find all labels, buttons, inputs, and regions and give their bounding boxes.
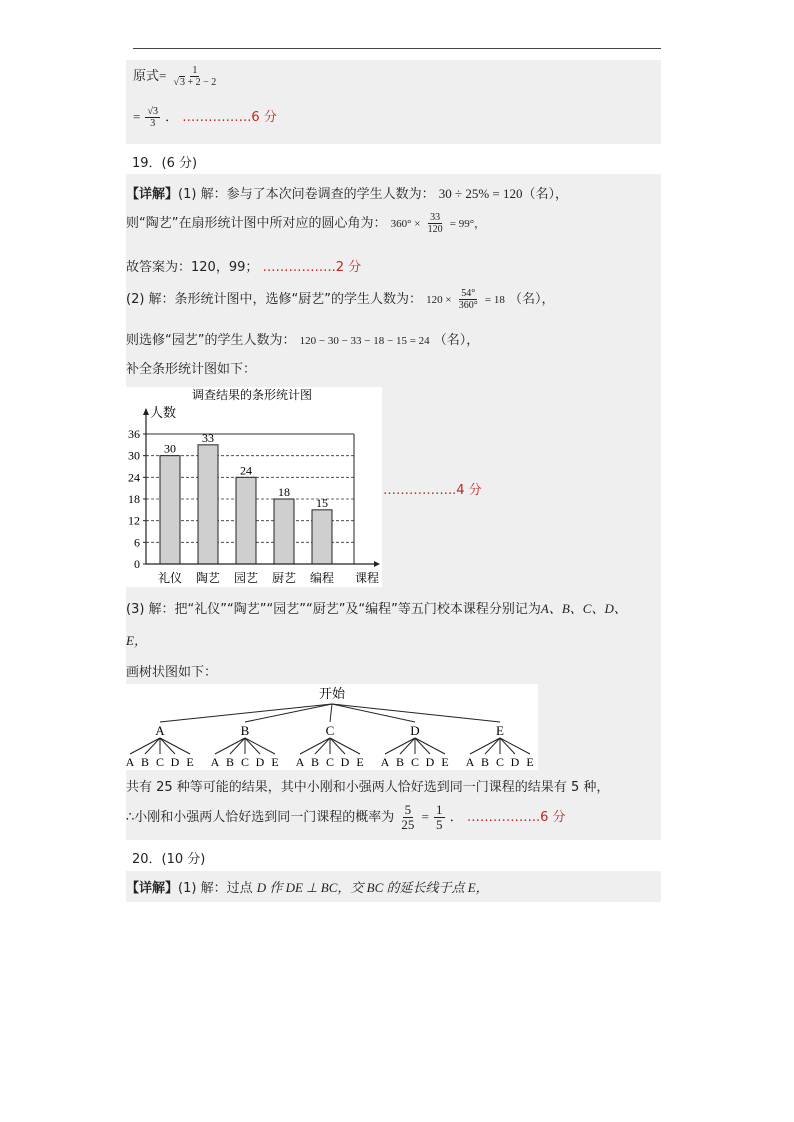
tree-leaf-label: E <box>356 755 364 769</box>
y-tick-label: 0 <box>134 557 140 571</box>
original-expression: 原式= $\frac{1}{√3 + 2 - 2}$ <box>133 65 217 88</box>
result-denominator: 3 <box>150 118 156 129</box>
bar-value-label: 33 <box>202 430 214 445</box>
chart-x-axis-label: 课程 <box>354 571 380 585</box>
orig-label: 原式 <box>133 69 160 84</box>
q19-p3-text: (3) 解：把“礼仪”“陶艺”“园艺”“厨艺”及“编程”等五门校本课程分别记为 <box>126 602 541 617</box>
chart-title: 调查结果的条形统计图 <box>191 388 313 402</box>
tree-leaf-label: A <box>295 755 305 769</box>
result-line: = $\frac{√3}{3}$ ． …………….6 分 <box>133 106 277 129</box>
q19-heading: 19．(6 分) <box>132 156 198 171</box>
bar <box>312 510 332 564</box>
tree-leaf-label: D <box>255 755 265 769</box>
tree-leaf-label: A <box>465 755 475 769</box>
tree-leaf-label: B <box>310 755 320 769</box>
angle-numerator: 33 <box>430 212 441 223</box>
prob-end: ． <box>449 810 463 825</box>
bar-value-label: 18 <box>278 485 290 499</box>
tree-leaf-label: C <box>410 755 420 769</box>
q20-s1-math: D 作 DE ⊥ BC，交 BC 的延长线于点 E， <box>256 880 489 895</box>
orig-den-rest: + 2 − 2 <box>185 77 217 88</box>
sqrt-radicand: 3 <box>180 77 185 88</box>
q19-angle-text: 则“陶艺”在扇形统计图中所对应的圆心角为： <box>126 216 387 231</box>
bar <box>160 456 180 564</box>
q19-answer-text: 故答案为：120，99； <box>126 260 259 275</box>
tree-branch-label: B <box>240 723 250 738</box>
q19-answer-points: ……………..2 分 <box>262 260 362 275</box>
tree-leaf-label: E <box>271 755 279 769</box>
q19-p2-post: = 18 <box>484 294 505 306</box>
q19-answer-line <box>126 256 361 275</box>
tree-leaf-label: B <box>225 755 235 769</box>
category-label: 厨艺 <box>271 571 297 585</box>
tree-leaf-label: C <box>240 755 250 769</box>
q19-garden-math: 120 − 30 − 33 − 18 − 15 = 24 <box>299 335 430 347</box>
prob-points: ……………..6 分 <box>466 810 566 825</box>
y-tick-label: 36 <box>128 427 140 441</box>
prob-equals: = <box>421 809 429 824</box>
q19-result-text: 共有 25 种等可能的结果，其中小刚和小强两人恰好选到同一门课程的结果有 5 种， <box>126 780 610 795</box>
p2-denominator: 360° <box>458 300 478 311</box>
orig-numerator: 1 <box>192 65 198 76</box>
q19-angle-post: = 99°， <box>449 218 486 230</box>
p2-numerator: 54° <box>461 288 476 299</box>
q19-angle-pre: 360° × <box>390 218 421 230</box>
bar-value-label: 24 <box>240 463 252 478</box>
q19-part3-line <box>126 598 627 617</box>
tree-diagram <box>124 684 538 770</box>
y-tick-label: 18 <box>128 492 140 506</box>
tree-leaf-label: B <box>480 755 490 769</box>
prob-numerator-2: 1 <box>436 802 443 817</box>
bar-value-label: 30 <box>164 441 176 456</box>
q19-p2-unit: （名）， <box>509 292 555 307</box>
q20-s1-text: (1) 解：过点 <box>178 881 253 896</box>
prob-denominator-2: 5 <box>436 817 443 832</box>
prob-denominator-1: 25 <box>401 817 415 832</box>
orig-denominator: √3 + 2 − 2 <box>173 77 217 88</box>
tree-branch-label: D <box>410 723 420 738</box>
q19-p2-intro: (2) 解：条形统计图中，选修“厨艺”的学生人数为： <box>126 292 423 307</box>
angle-denominator: 120 <box>427 224 443 235</box>
tree-leaf-label: C <box>325 755 335 769</box>
tree-branch-label: A <box>155 723 165 738</box>
result-numerator: √3 <box>147 106 158 117</box>
category-label: 陶艺 <box>195 571 221 585</box>
tree-leaf-label: E <box>526 755 534 769</box>
tree-leaf-label: D <box>425 755 435 769</box>
q19-s1-intro: (1) 解：参与了本次问卷调查的学生人数为： <box>178 187 435 202</box>
q19-p3-letters: A、B、C、D、 <box>540 601 627 616</box>
tree-leaf-label: D <box>340 755 350 769</box>
bar-value-label: 15 <box>316 495 328 510</box>
tree-leaf-label: A <box>125 755 135 769</box>
tree-leaf-label: C <box>495 755 505 769</box>
tree-leaf-label: B <box>140 755 150 769</box>
orig-fraction <box>172 65 219 88</box>
q19-s1-unit: （名）， <box>522 187 569 202</box>
bar <box>198 445 218 564</box>
prob-numerator-1: 5 <box>404 802 412 817</box>
y-tick-label: 30 <box>128 448 140 463</box>
q20-heading: 20．(10 分) <box>132 852 206 867</box>
bar <box>274 499 294 564</box>
tree-leaf-label: C <box>155 755 165 769</box>
q19-p2-fraction <box>457 288 480 311</box>
result-points: …………….6 分 <box>182 110 277 125</box>
q19-part1-line <box>126 183 568 202</box>
q19-garden-line <box>126 329 479 348</box>
detail-tag: 【详解】 <box>126 187 179 202</box>
tree-leaf-label: A <box>380 755 390 769</box>
y-tick-label: 12 <box>128 513 140 528</box>
q19-garden-text: 则选修“园艺”的学生人数为： <box>126 333 296 348</box>
category-label: 礼仪 <box>157 571 183 585</box>
q19-prob-text: ∴小刚和小强两人恰好选到同一门课程的概率为 <box>126 810 395 825</box>
q20-detail-tag: 【详解】 <box>126 881 179 896</box>
q19-probability-line <box>126 803 566 832</box>
q19-s1-math: 30 ÷ 25% = 120 <box>438 186 523 201</box>
bar-chart <box>124 387 382 587</box>
q19-p3-last: E， <box>126 633 147 648</box>
category-label: 园艺 <box>233 571 259 585</box>
q19-tree-intro: 画树状图如下： <box>126 665 218 680</box>
chart-y-axis-label: 人数 <box>150 405 177 420</box>
q20-part1-line <box>126 877 489 896</box>
tree-leaf-label: E <box>186 755 194 769</box>
y-tick-label: 24 <box>128 470 140 485</box>
prob-fraction-1 <box>399 803 416 832</box>
tree-root-label: 开始 <box>318 686 346 701</box>
chart-points: ……………..4 分 <box>383 483 482 498</box>
result-fraction <box>145 106 160 129</box>
tree-branch-label: E <box>496 723 504 738</box>
tree-branch-label: C <box>325 723 335 738</box>
q19-garden-unit: （名）， <box>433 333 480 348</box>
tree-leaf-label: A <box>210 755 220 769</box>
header-rule <box>133 48 661 49</box>
tree-leaf-label: B <box>395 755 405 769</box>
q19-part2-line <box>126 288 555 311</box>
prob-fraction-2 <box>434 803 445 832</box>
q19-angle-line <box>126 212 485 235</box>
bar <box>236 477 256 564</box>
q19-complete-chart-text: 补全条形统计图如下： <box>126 362 257 377</box>
tree-leaf-label: E <box>441 755 449 769</box>
y-tick-label: 6 <box>134 535 140 550</box>
q19-angle-fraction <box>426 212 445 235</box>
category-label: 编程 <box>309 571 335 585</box>
tree-leaf-label: D <box>510 755 520 769</box>
tree-leaf-label: D <box>170 755 180 769</box>
q19-p2-pre: 120 × <box>426 294 452 306</box>
